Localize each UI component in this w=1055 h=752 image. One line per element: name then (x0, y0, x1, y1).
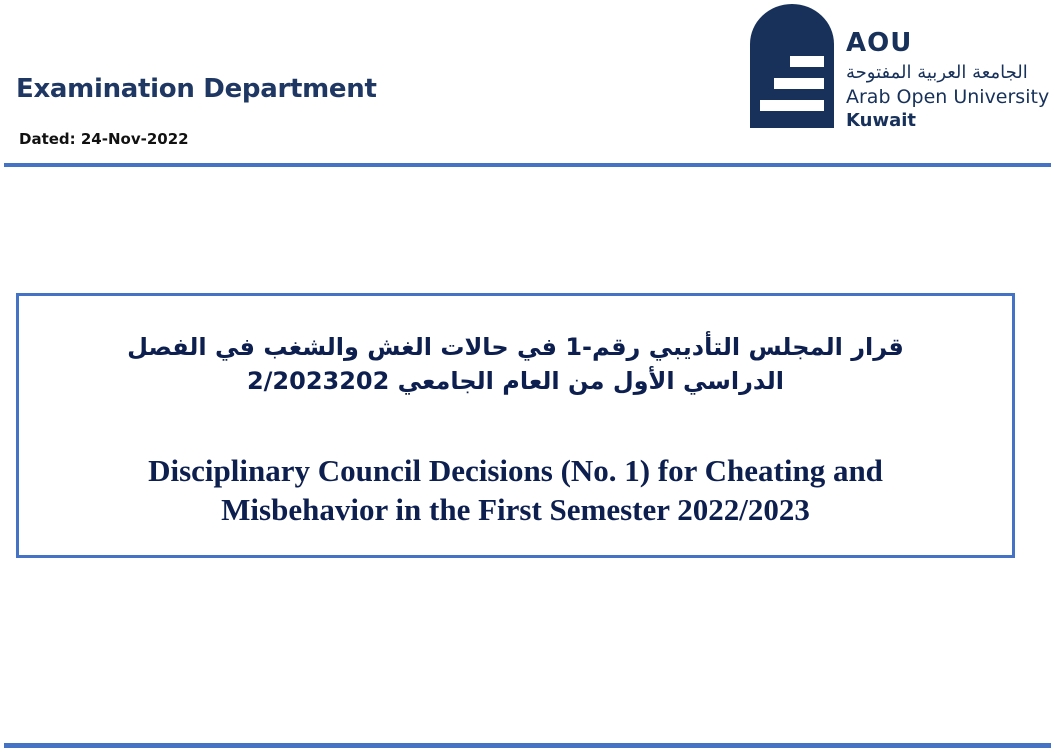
dated-label: Dated: 24-Nov-2022 (19, 130, 189, 148)
logo-english-name: Arab Open University (846, 86, 1050, 108)
english-title-line-1: Disciplinary Council Decisions (No. 1) for Cheating and (148, 453, 883, 488)
logo-campus: Kuwait (846, 110, 916, 131)
logo-arabic-name: الجامعة العربية المفتوحة (846, 62, 1028, 83)
arabic-title (19, 330, 1012, 398)
footer-divider (4, 743, 1051, 748)
department-title: Examination Department (16, 74, 377, 104)
logo-abbreviation: AOU (846, 28, 913, 58)
arabic-title-line-1: قرار المجلس التأديبي رقم-1 في حالات الغش والشغب في الفصل (127, 333, 904, 361)
aou-logo-mark-icon (750, 4, 834, 128)
english-title-line-2: Misbehavior in the First Semester 2022/2023 (221, 492, 810, 527)
arabic-title-line-2: الدراسي الأول من العام الجامعي 2/2023202 (246, 367, 785, 395)
title-box (16, 293, 1015, 558)
aou-logo (750, 4, 1050, 130)
english-title (19, 451, 1012, 529)
header-divider (4, 163, 1051, 167)
